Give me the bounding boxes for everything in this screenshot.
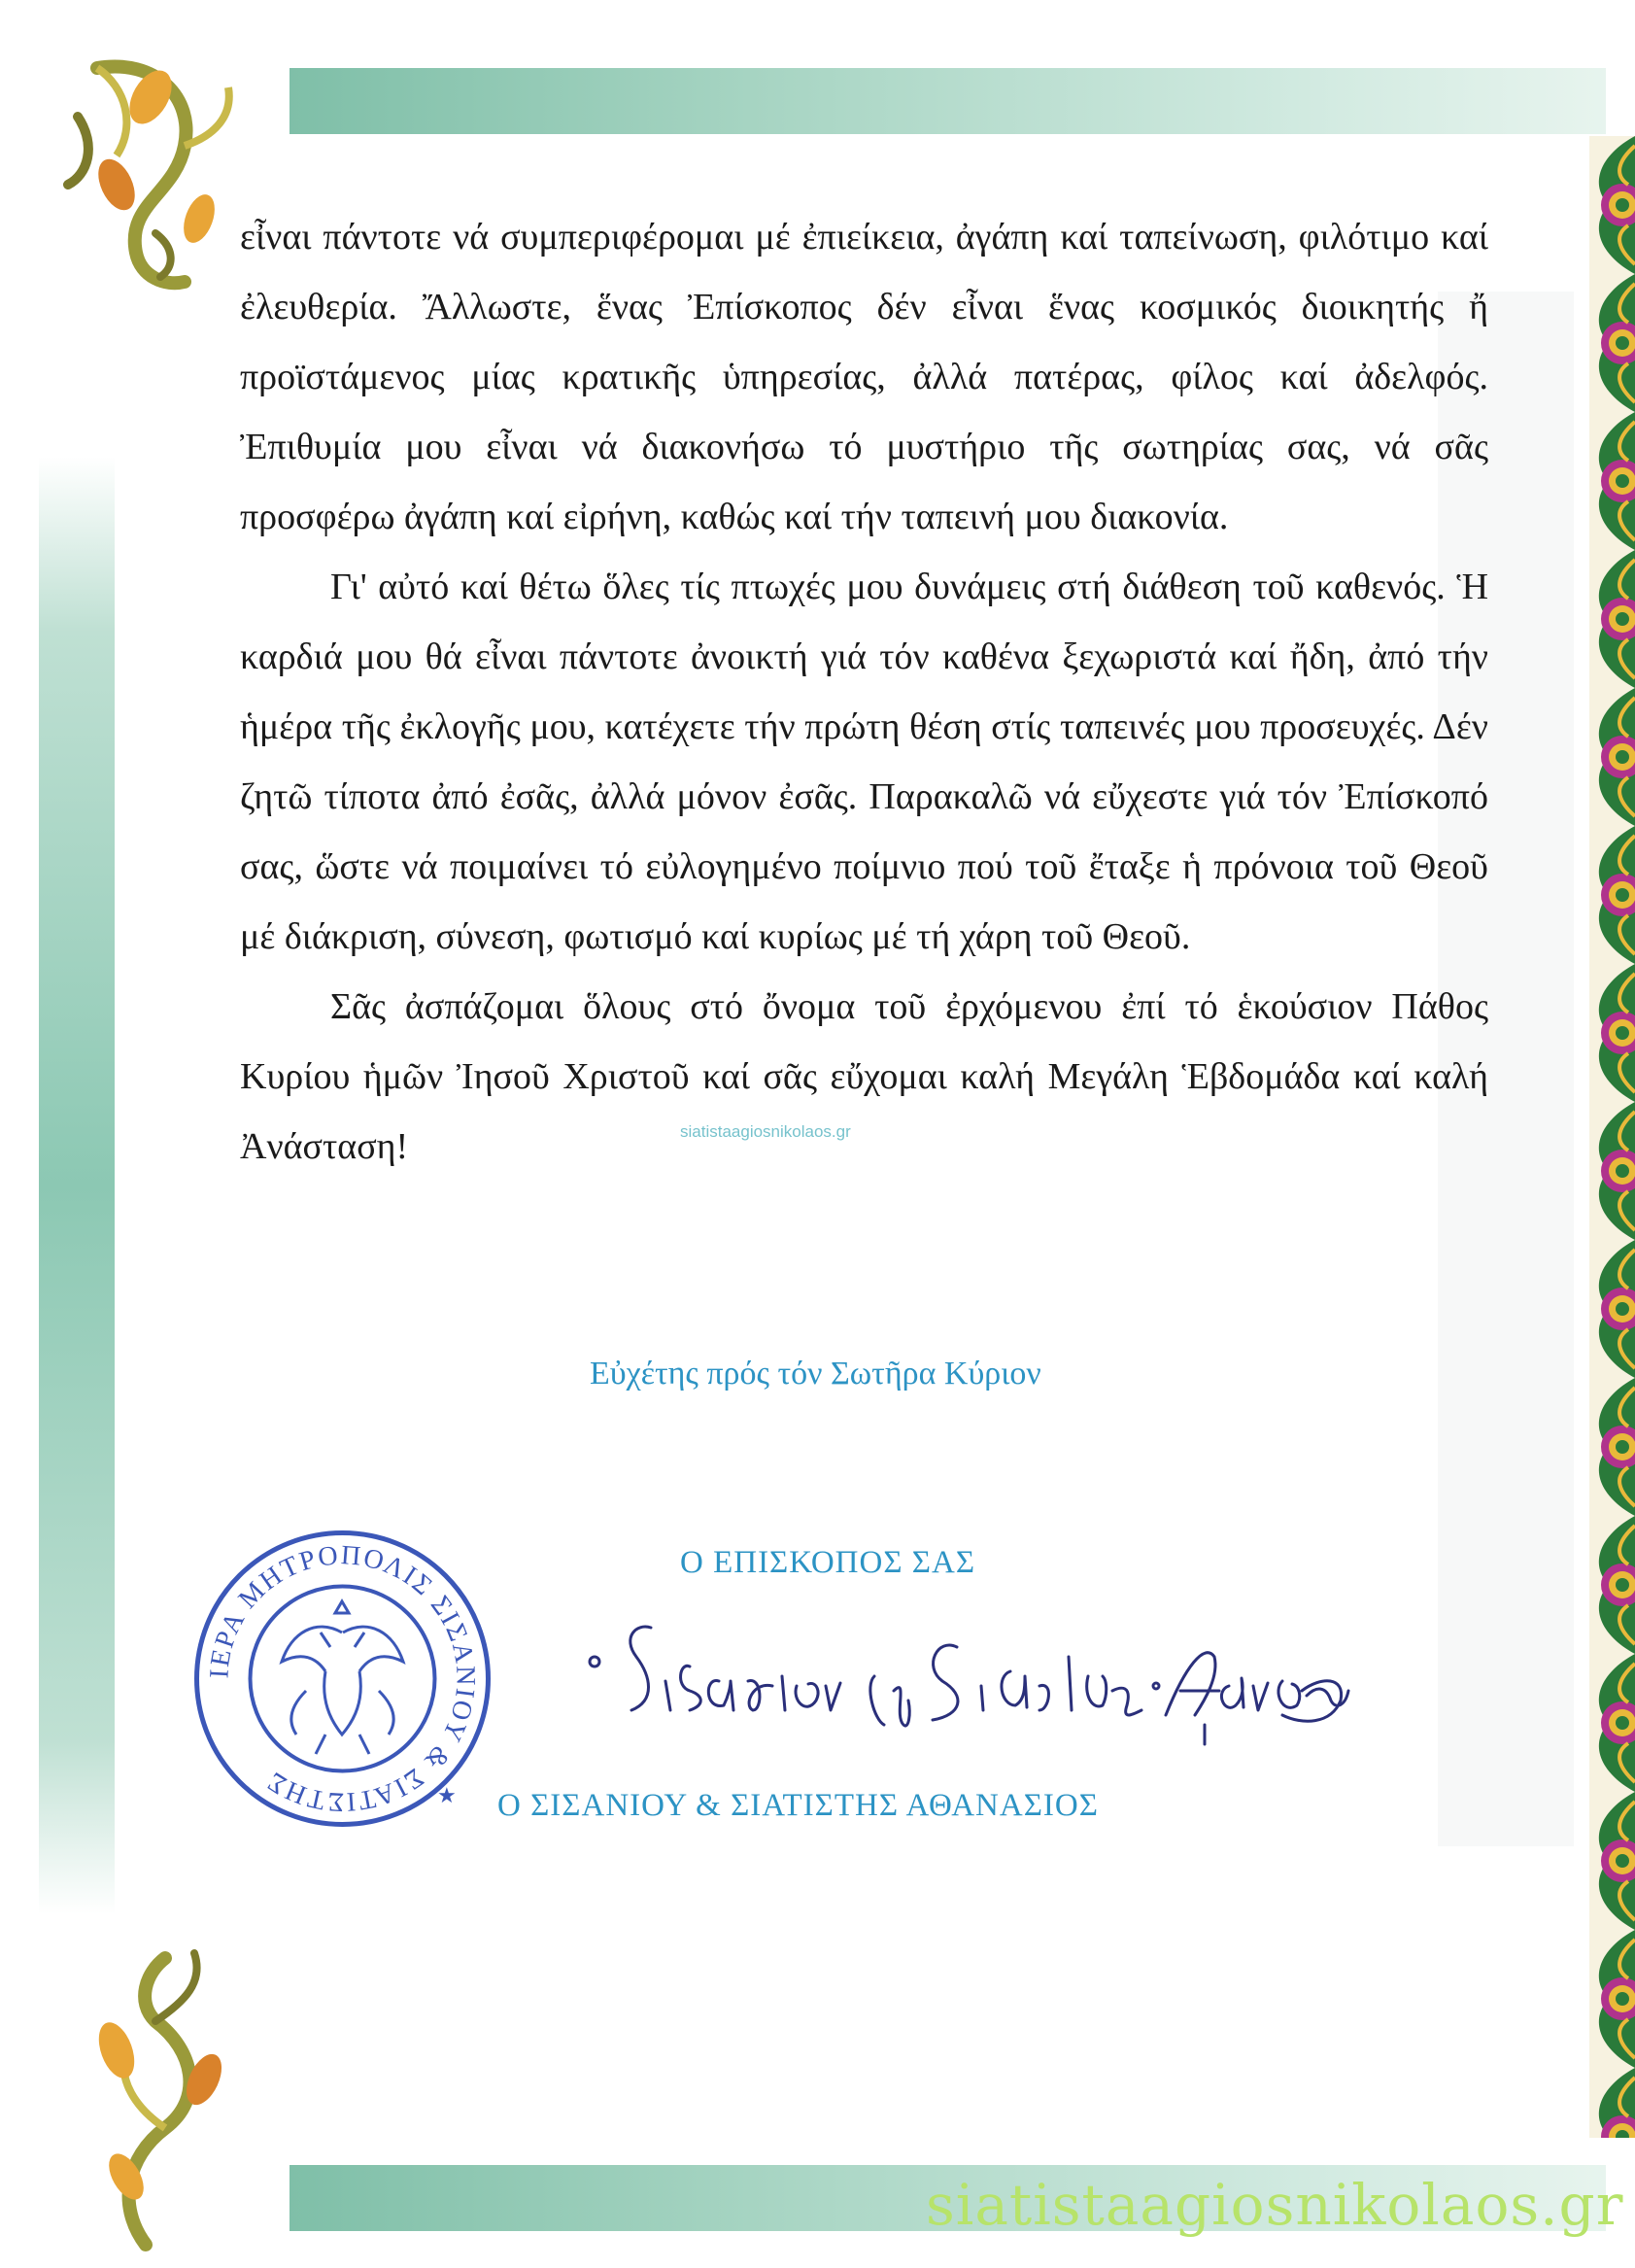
letter-paragraph: εἶναι πάντοτε νά συμπεριφέρομαι μέ ἐπιείκεια, ἀγάπη καί ταπείνωση, φιλότιμο καί ἐλευθερία. Ἄλλωστε, ἕνας Ἐπίσκοπος δέν εἶναι ἕνας κοσμικός διοικητής ἤ προϊστάμενος μίας κρατικῆς ὑπηρεσίας, ἀλλά πατέρας, φίλος καί ἀδελφός. Ἐπιθυμία μου εἶναι νά διακονήσω τό μυστήριο τῆς σωτηρίας σας, νά σᾶς προσφέρω ἀγάπη καί εἰρήνη, καθώς καί τήν ταπεινή μου διακονία.: [240, 217, 1488, 537]
top-decorative-band: [290, 68, 1606, 134]
svg-text:ΙΕΡΑ ΜΗΤΡΟΠΟΛΙΣ ΣΙΣΑΝΙΟΥ & ΣΙΑ: [204, 1540, 480, 1817]
episcopal-seal-icon: [189, 1526, 495, 1832]
website-watermark-small: siatistaagiosnikolaos.gr: [680, 1122, 851, 1141]
letter-paragraph: Γι' αὐτό καί θέτω ὅλες τίς πτωχές μου δυνάμεις στή διάθεση τοῦ καθενός. Ἡ καρδιά μου θά εἶναι πάντοτε ἀνοικτή γιά τόν καθένα ξεχωριστά καί ἤδη, ἀπό τήν ἡμέρα τῆς ἐκλογῆς μου, κατέχετε τήν πρώτη θέση στίς ταπεινές μου προσευχές. Δέν ζητῶ τίποτα ἀπό ἐσᾶς, ἀλλά μόνον ἐσᾶς. Παρακαλῶ νά εὔχεστε γιά τόν Ἐπίσκοπό σας, ὥστε νά ποιμαίνει τό εὐλογημένο ποίμνιο πού τοῦ ἔταξε ἡ πρόνοια τοῦ Θεοῦ μέ διάκριση, σύνεση, φωτισμό καί κυρίως μέ τή χάρη τοῦ Θεοῦ.: [240, 567, 1488, 957]
website-watermark: siatistaagiosnikolaos.gr: [926, 2172, 1624, 2238]
ornamental-border-right-icon: [1589, 136, 1635, 2138]
handwritten-signature-icon: [583, 1608, 1350, 1754]
floral-ornament-top-icon: [39, 39, 243, 301]
left-decorative-band: [39, 457, 115, 1914]
seal-text: ΙΕΡΑ ΜΗΤΡΟΠΟΛΙΣ ΣΙΣΑΝΙΟΥ & ΣΙΑΤΙΣΤΗΣ: [204, 1540, 481, 1817]
svg-text:★: ★: [437, 1784, 457, 1808]
letter-body: [240, 202, 1488, 1182]
bishop-title: Ο ΕΠΙΣΚΟΠΟΣ ΣΑΣ: [680, 1545, 976, 1580]
floral-ornament-bottom-icon: [58, 1934, 253, 2254]
letter-paragraph: Σᾶς ἀσπάζομαι ὅλους στό ὄνομα τοῦ ἐρχόμενου ἐπί τό ἑκούσιον Πάθος Κυρίου ἡμῶν Ἰησοῦ Χριστοῦ καί σᾶς εὔχομαι καλή Μεγάλη Ἑβδομάδα καί καλή Ἀνάσταση!: [240, 986, 1488, 1167]
closing-salutation: Εὐχέτης πρός τόν Σωτῆρα Κύριον: [590, 1356, 1041, 1392]
bishop-name: Ο ΣΙΣΑΝΙΟΥ & ΣΙΑΤΙΣΤΗΣ ΑΘΑΝΑΣΙΟΣ: [497, 1788, 1099, 1823]
